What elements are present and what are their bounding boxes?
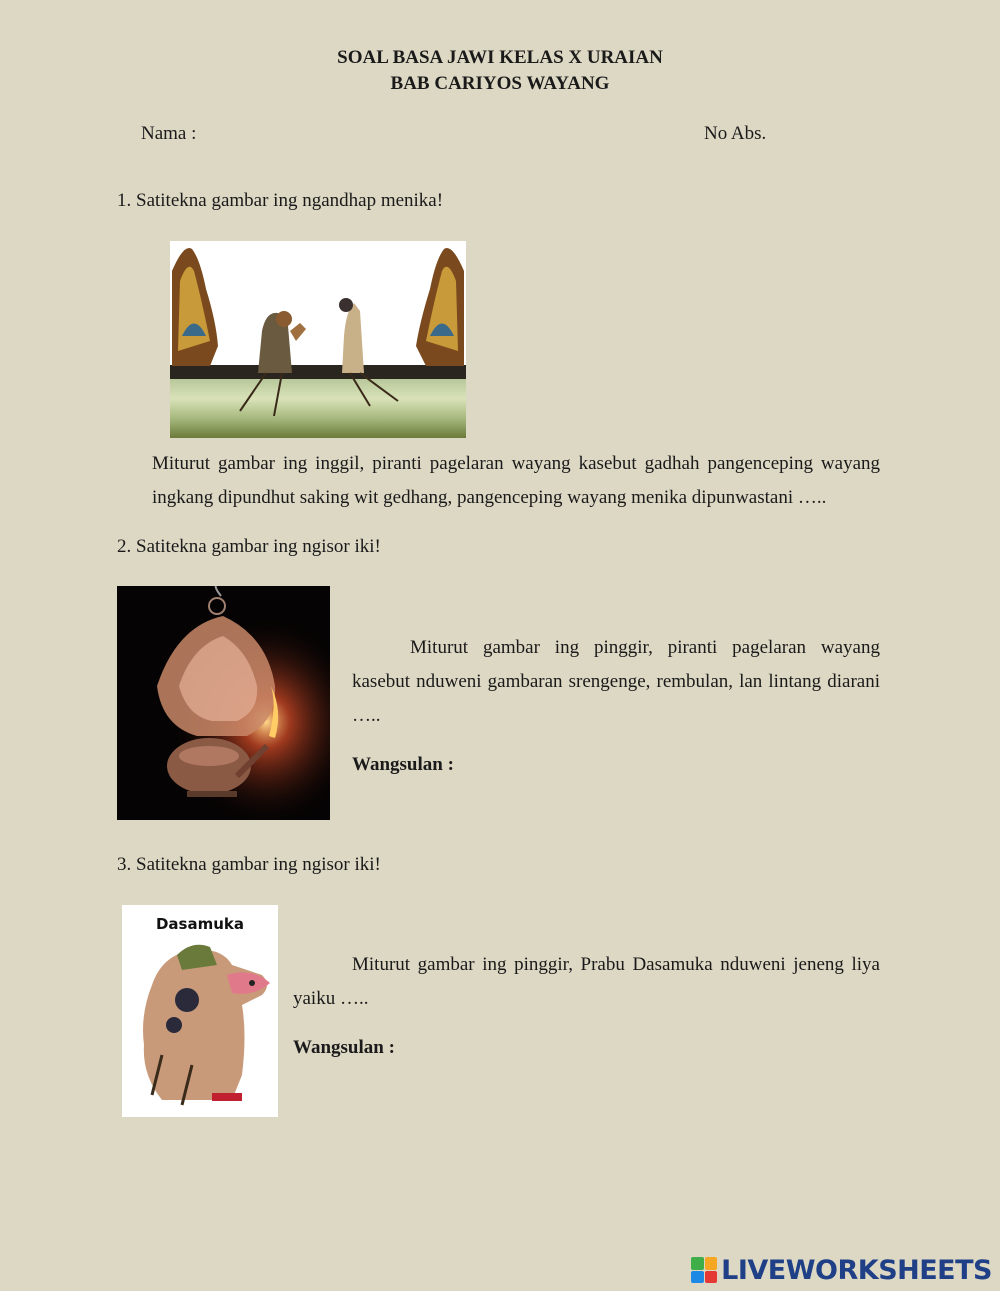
question-3-prompt: 3. Satitekna gambar ing ngisor iki! bbox=[117, 854, 381, 875]
blencong-lamp-illustration bbox=[117, 586, 330, 820]
liveworksheets-icon bbox=[691, 1257, 717, 1283]
question-2-text: Miturut gambar ing pinggir, piranti pagelaran wayang kasebut nduweni gambaran srengenge, rembulan, lan lintang diarani ….. bbox=[352, 637, 880, 726]
name-label: Nama : bbox=[141, 123, 197, 144]
page-subtitle: BAB CARIYOS WAYANG bbox=[390, 73, 610, 94]
question-2-answer-label: Wangsulan : bbox=[352, 754, 454, 775]
question-1-prompt: 1. Satitekna gambar ing ngandhap menika! bbox=[117, 190, 444, 211]
blencong-lamp-image bbox=[117, 586, 330, 820]
liveworksheets-text: LIVEWORKSHEETS bbox=[721, 1254, 992, 1286]
dasamuka-illustration bbox=[122, 905, 278, 1117]
question-2-prompt: 2. Satitekna gambar ing ngisor iki! bbox=[117, 536, 381, 557]
absen-label: No Abs. bbox=[704, 123, 767, 144]
wayang-stage-image bbox=[170, 241, 466, 438]
question-1-text: Miturut gambar ing inggil, piranti pagelaran wayang kasebut gadhah pangenceping wayang ingkang dipundhut saking wit gedhang, pangenceping wayang menika dipunwastani ….. bbox=[152, 453, 880, 508]
question-3-text: Miturut gambar ing pinggir, Prabu Dasamuka nduweni jeneng liya yaiku ….. bbox=[293, 954, 880, 1009]
liveworksheets-logo[interactable] bbox=[691, 1253, 992, 1287]
question-3-answer-label: Wangsulan : bbox=[293, 1037, 395, 1058]
dasamuka-image bbox=[122, 905, 278, 1117]
page-title: SOAL BASA JAWI KELAS X URAIAN bbox=[337, 47, 663, 68]
dasamuka-caption: Dasamuka bbox=[155, 915, 245, 933]
wayang-stage-illustration bbox=[170, 241, 466, 438]
